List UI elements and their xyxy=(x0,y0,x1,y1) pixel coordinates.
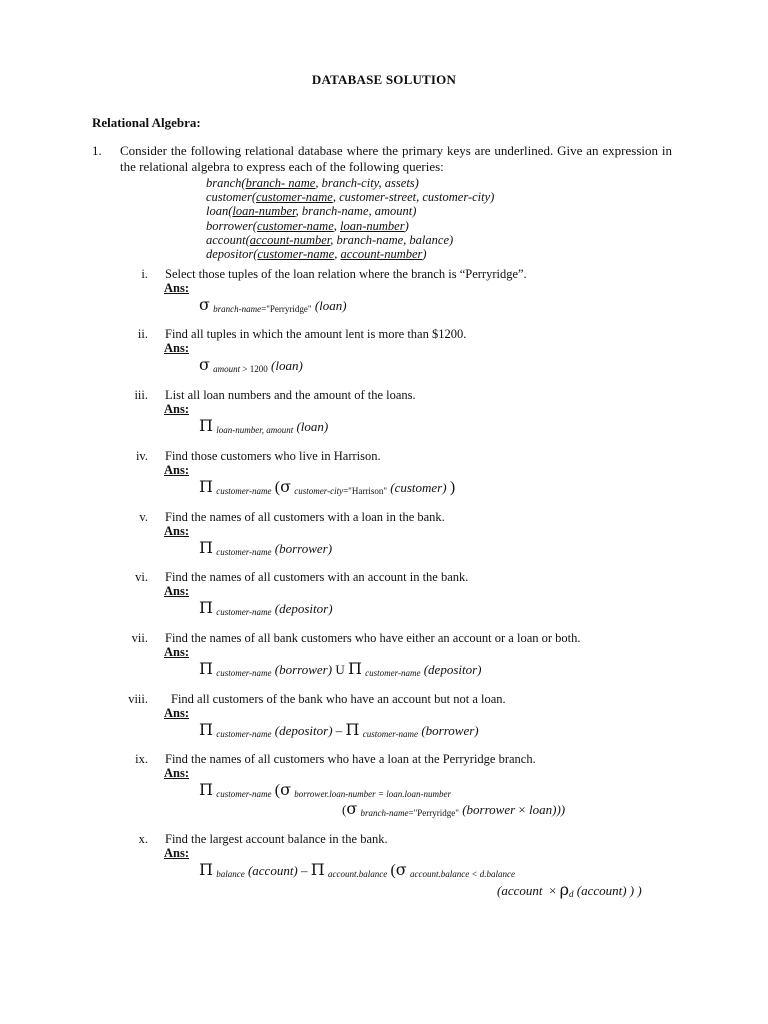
ans-label: Ans: xyxy=(164,584,190,598)
ans-label: Ans: xyxy=(164,645,190,659)
ans-label: Ans: xyxy=(164,341,190,355)
answer-expression: σ $_{branch-name}$="Perryridge" (loan) xyxy=(199,295,347,314)
question-number: 1. xyxy=(92,143,102,158)
ans-label: Ans: xyxy=(164,463,190,477)
answer-expression: Π $_{customer-name}$ (borrower) U Π $_{customer-name}$ (depositor) xyxy=(199,659,482,678)
answer-expression-continued: (σ $_{branch-name}$="Perryridge" (borrower × loan))) xyxy=(342,799,566,818)
answer-expression: Π $_{customer-name}$ (depositor) xyxy=(199,598,333,617)
schema-block xyxy=(206,176,494,261)
answer-expression: Π $_{loan-number, amount}$ (loan) xyxy=(199,416,329,435)
item-label: iii. xyxy=(134,388,148,402)
section-heading: Relational Algebra: xyxy=(92,115,201,130)
ans-label: Ans: xyxy=(164,766,190,780)
answer-expression: σ $_{amount}$ > 1200 (loan) xyxy=(199,355,303,374)
item-label: vii. xyxy=(131,631,148,645)
ans-label: Ans: xyxy=(164,402,190,416)
item-label: viii. xyxy=(128,692,148,706)
document-title: DATABASE SOLUTION xyxy=(311,72,457,87)
schema-account: account(account-number, branch-name, balance) xyxy=(206,232,454,247)
answer-expression-continued: (account × $\rho_d$ (account) ) ) xyxy=(497,880,642,899)
schema-depositor: depositor(customer-name, account-number) xyxy=(206,247,427,262)
item-text: Find the names of all bank customers who have either an account or a loan or both. xyxy=(165,631,581,645)
answer-expression: Π $_{balance}$ (account) – Π $_{account.balance}$ (σ $_{account.balance < d.balance}$ xyxy=(199,860,515,879)
answer-expression: Π $_{customer-name}$ (depositor) – Π $_{customer-name}$ (borrower) xyxy=(199,720,479,739)
ans-label: Ans: xyxy=(164,706,190,720)
item-text: Find the names of all customers who have a loan at the Perryridge branch. xyxy=(165,752,536,766)
answer-expression: Π $_{customer-name}$ (borrower) xyxy=(199,538,333,557)
item-label: ix. xyxy=(135,752,148,766)
ans-label: Ans: xyxy=(164,281,190,295)
item-text: Find all tuples in which the amount lent is more than $1200. xyxy=(165,327,467,341)
item-label: iv. xyxy=(135,449,148,463)
answer-expression: Π $_{customer-name}$ (σ $_{customer-city}$="Harrison" (customer) ) xyxy=(199,477,456,496)
item-label: v. xyxy=(139,510,148,524)
ans-label: Ans: xyxy=(164,524,190,538)
item-label: ii. xyxy=(137,327,148,341)
item-text: Select those tuples of the loan relation where the branch is “Perryridge”. xyxy=(165,267,527,281)
ans-label: Ans: xyxy=(164,846,190,860)
schema-loan: loan(loan-number, branch-name, amount) xyxy=(206,204,417,219)
schema-customer: customer(customer-name, customer-street, customer-city) xyxy=(206,190,495,205)
item-text: Find the names of all customers with an account in the bank. xyxy=(165,570,469,584)
item-text: Find those customers who live in Harrison. xyxy=(165,449,381,463)
schema-branch: branch(branch- name, branch-city, assets) xyxy=(206,176,419,190)
item-text: List all loan numbers and the amount of the loans. xyxy=(165,388,416,402)
item-label: i. xyxy=(141,267,148,281)
item-label: x. xyxy=(138,832,148,846)
item-label: vi. xyxy=(135,570,148,584)
question-text: Consider the following relational database where the primary keys are underlined. Give an expression in the relational algebra to express each of the following queries: xyxy=(120,143,672,174)
schema-borrower: borrower(customer-name, loan-number) xyxy=(206,218,409,233)
item-text: Find all customers of the bank who have an account but not a loan. xyxy=(171,692,506,706)
item-text: Find the largest account balance in the bank. xyxy=(165,832,388,846)
answer-expression: Π $_{customer-name}$ (σ $_{borrower.loan-number = loan.loan-number}$ xyxy=(199,780,452,799)
item-text: Find the names of all customers with a loan in the bank. xyxy=(165,510,445,524)
